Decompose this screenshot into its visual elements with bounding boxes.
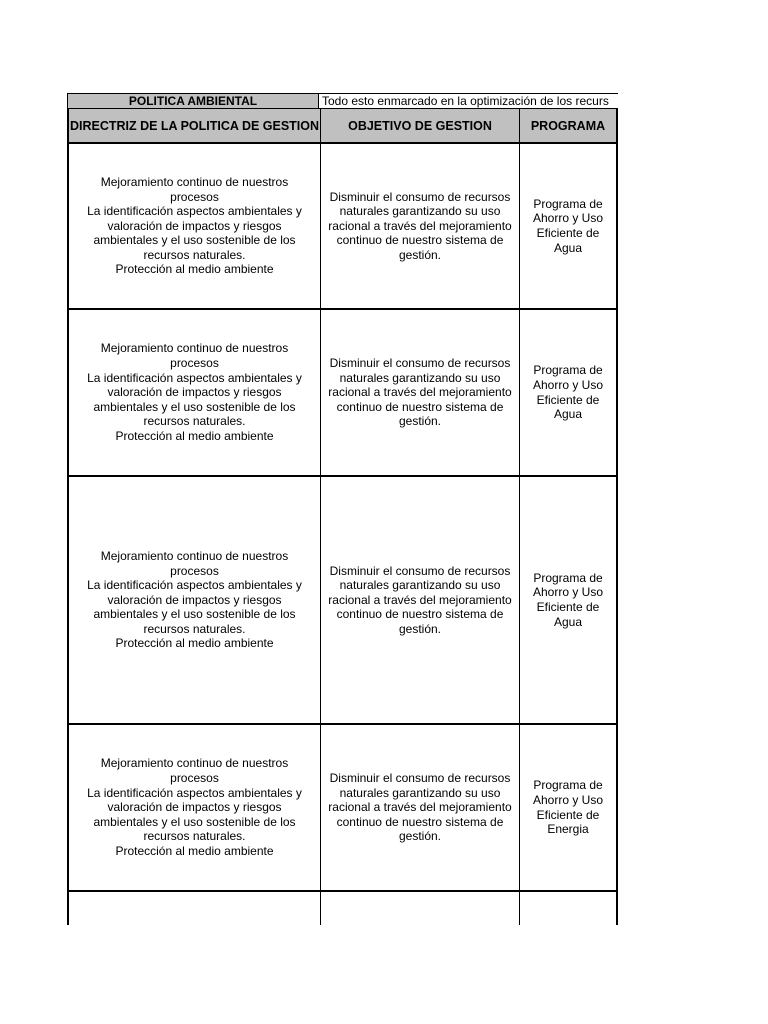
objetivo-text: Disminuir el consumo de recursos naturales garantizando su uso racional a través del mejoramiento continuo de nuestro sistema de gestión. (328, 771, 512, 844)
table-row-3-programa (519, 477, 618, 725)
column-header-objetivo: OBJETIVO DE GESTION (320, 109, 519, 144)
table-row-2-objetivo (320, 310, 519, 477)
directriz-text: Mejoramiento continuo de nuestros procesos La identificación aspectos ambientales y valoración de impactos y riesgos ambientales y el uso sostenible de los recursos naturales. Protección al medio ambiente (87, 174, 302, 277)
table-row-5-programa (519, 892, 618, 925)
objetivo-text: Disminuir el consumo de recursos naturales garantizando su uso racional a través del mejoramiento continuo de nuestro sistema de gestión. (328, 189, 512, 262)
table-row-4-programa (519, 725, 618, 892)
policy-text: Todo esto enmarcado en la optimización de los recurs (319, 93, 618, 109)
directriz-text: Mejoramiento continuo de nuestros procesos La identificación aspectos ambientales y valoración de impactos y riesgos ambientales y el uso sostenible de los recursos naturales. Protección al medio ambiente (87, 341, 302, 443)
table-row-1-objetivo (320, 144, 519, 310)
programa-text: Programa de Ahorro y Uso Eficiente de Agua (532, 196, 604, 255)
objetivo-text: Disminuir el consumo de recursos naturales garantizando su uso racional a través del mejoramiento continuo de nuestro sistema de gestión. (328, 356, 512, 429)
table-row-5-objetivo (320, 892, 519, 925)
programa-text: Programa de Ahorro y Uso Eficiente de Agua (532, 363, 604, 422)
column-header-directriz: DIRECTRIZ DE LA POLITICA DE GESTION (67, 109, 320, 144)
programa-text: Programa de Ahorro y Uso Eficiente de Energia (532, 778, 604, 837)
table-row-5-directriz (67, 892, 320, 925)
policy-sheet (67, 93, 618, 925)
column-header-programa: PROGRAMA (519, 109, 618, 144)
programa-text: Programa de Ahorro y Uso Eficiente de Agua (532, 570, 604, 629)
table-row-4-objetivo (320, 725, 519, 892)
directriz-text: Mejoramiento continuo de nuestros procesos La identificación aspectos ambientales y valoración de impactos y riesgos ambientales y el uso sostenible de los recursos naturales. Protección al medio ambiente (87, 756, 302, 858)
directriz-text: Mejoramiento continuo de nuestros procesos La identificación aspectos ambientales y valoración de impactos y riesgos ambientales y el uso sostenible de los recursos naturales. Protección al medio ambiente (87, 548, 302, 651)
table-row-3-directriz (67, 477, 320, 725)
objetivo-text: Disminuir el consumo de recursos naturales garantizando su uso racional a través del mejoramiento continuo de nuestro sistema de gestión. (328, 563, 512, 636)
table-row-2-programa (519, 310, 618, 477)
table-row-3-objetivo (320, 477, 519, 725)
table-row-2-directriz (67, 310, 320, 477)
table-row-1-programa (519, 144, 618, 310)
policy-row (67, 93, 618, 109)
table-row-1-directriz (67, 144, 320, 310)
table-row-4-directriz (67, 725, 320, 892)
policy-label: POLITICA AMBIENTAL (67, 93, 319, 109)
